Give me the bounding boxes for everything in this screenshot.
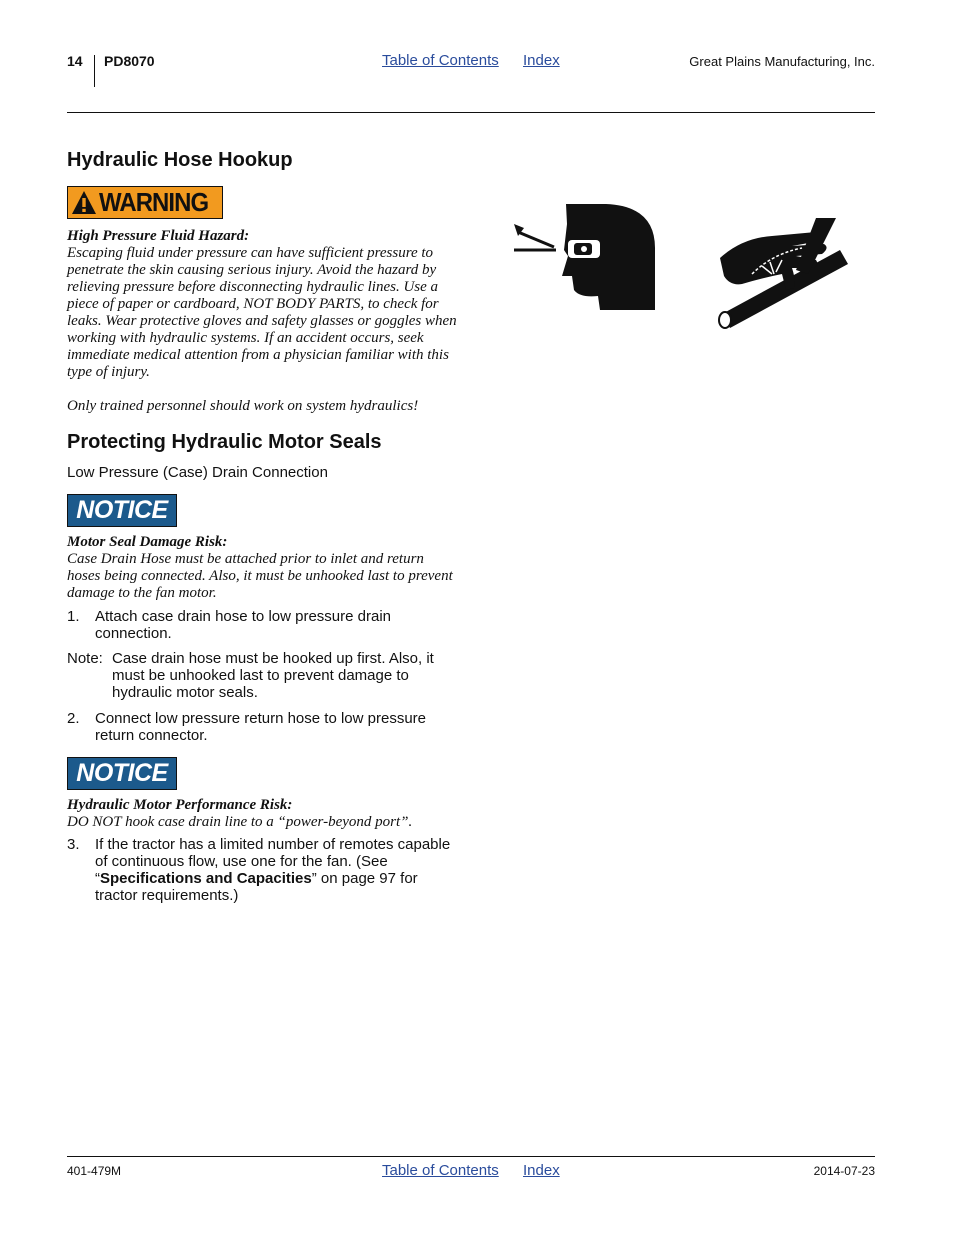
- hazard-text: Escaping fluid under pressure can have sufficient pressure to penetrate the skin causing serious injury. Avoid the hazard by relieving pressure before disconnecting hydraulic lines. Use a piece of paper or cardboard, NOT BODY PARTS, to check for leaks. Wear protective gloves and safety glasses or goggles when working with hydraulic systems. If an accident occurs, seek immediate medical attention from a physician familiar with this type of injury.: [67, 245, 457, 380]
- company-name: Great Plains Manufacturing, Inc.: [689, 54, 875, 69]
- step-3-text-pre: If the tractor has a limited number of remotes capable of continuous flow, use one for the fan. (See “: [95, 836, 451, 887]
- notice2-text: DO NOT hook case drain line to a “power-beyond port”.: [67, 814, 413, 830]
- step-3-text-post: ” on page 97 for tractor requirements.): [95, 870, 418, 904]
- notice1-block: [67, 534, 457, 602]
- notice-badge-2: [67, 757, 177, 790]
- model-name: PD8070: [104, 53, 155, 69]
- notice1-title: Motor Seal Damage Risk:: [67, 534, 228, 550]
- warning-label: WARNING: [99, 187, 209, 217]
- footer-index-link[interactable]: Index: [523, 1162, 560, 1179]
- hazard-title: High Pressure Fluid Hazard:: [67, 228, 250, 244]
- notice-badge-1: [67, 494, 177, 527]
- step-3: [67, 836, 457, 904]
- section-subtitle: Low Pressure (Case) Drain Connection: [67, 464, 328, 481]
- section-title-motor-seals: Protecting Hydraulic Motor Seals: [67, 431, 382, 453]
- specs-reference: Specifications and Capacities: [100, 870, 312, 887]
- footer-rule: [67, 1156, 875, 1157]
- step-2: [67, 710, 457, 744]
- step-2-number: 2.: [67, 710, 80, 727]
- step-2-text: Connect low pressure return hose to low pressure return connector.: [95, 710, 426, 744]
- notice2-title: Hydraulic Motor Performance Risk:: [67, 797, 293, 813]
- note-label: Note:: [67, 650, 103, 667]
- page-number: 14: [67, 53, 83, 69]
- eye-protection-icon: [510, 200, 660, 318]
- note-block: [67, 650, 452, 701]
- hazard-note: Only trained personnel should work on system hydraulics!: [67, 398, 419, 414]
- note-text: Case drain hose must be hooked up first. Also, it must be unhooked last to prevent damage to hydraulic motor seals.: [112, 650, 434, 701]
- step-1-number: 1.: [67, 608, 80, 625]
- section-title-hose-hookup: Hydraulic Hose Hookup: [67, 149, 293, 171]
- header-rule: [67, 112, 875, 113]
- notice-label: NOTICE: [76, 759, 168, 787]
- step-3-number: 3.: [67, 836, 80, 853]
- notice2-block: [67, 797, 457, 831]
- step-1: [67, 608, 457, 642]
- notice1-text: Case Drain Hose must be attached prior to inlet and return hoses being connected. Also, it must be unhooked last to prevent damage to the fan motor.: [67, 551, 453, 601]
- hazard-block: [67, 228, 457, 415]
- header-divider: [94, 55, 95, 87]
- notice-label: NOTICE: [76, 496, 168, 524]
- header-toc-link[interactable]: Table of Contents: [382, 52, 499, 69]
- publication-date: 2014-07-23: [813, 1164, 875, 1178]
- warning-badge: [67, 186, 223, 219]
- warning-triangle-icon: [71, 190, 97, 216]
- footer-toc-link[interactable]: Table of Contents: [382, 1162, 499, 1179]
- header-index-link[interactable]: Index: [523, 52, 560, 69]
- step-3-text: [95, 836, 457, 904]
- step-1-text: Attach case drain hose to low pressure drain connection.: [95, 608, 391, 642]
- part-number: 401-479M: [67, 1164, 122, 1178]
- hand-injection-hazard-icon: [712, 214, 852, 332]
